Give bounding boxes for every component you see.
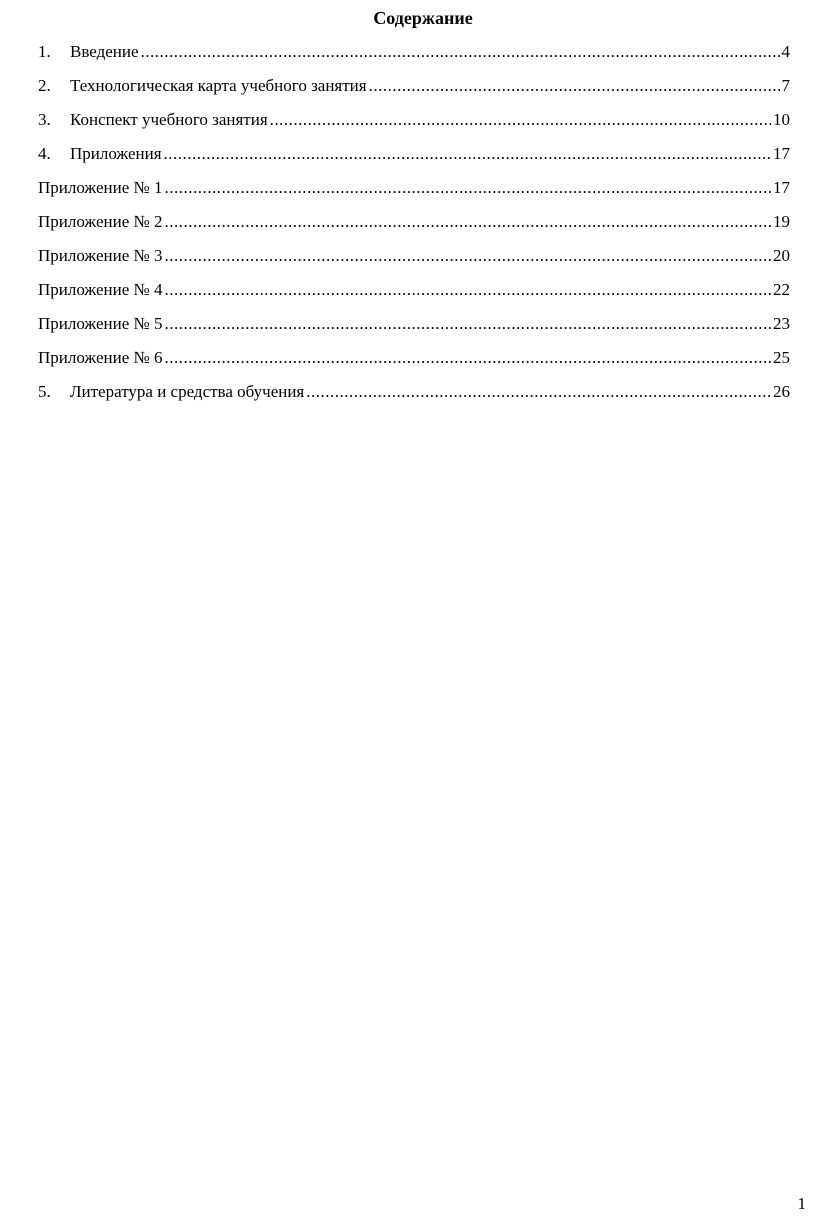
toc-entry-page: 20 — [773, 246, 790, 265]
toc-entry-page: 17 — [773, 178, 790, 197]
toc-entry-page: 22 — [773, 280, 790, 299]
page-title: Содержание — [373, 8, 473, 28]
toc-entry-title: Приложение № 4 — [38, 280, 163, 299]
page-number: 1 — [797, 1194, 806, 1213]
toc-entry-page: 23 — [773, 314, 790, 333]
toc-entry-title: Приложение № 1 — [38, 178, 163, 197]
toc-entry-tech-map[interactable] — [38, 74, 790, 108]
toc-entry-number: 4. — [38, 144, 51, 163]
toc-dot-leader — [164, 210, 771, 234]
toc-entry-number: 3. — [38, 110, 51, 129]
toc-entry-title: Введение — [70, 42, 139, 61]
toc-dot-leader — [164, 176, 771, 200]
toc-entry-number: 2. — [38, 76, 51, 95]
toc-entry-appendix-2[interactable] — [38, 210, 790, 244]
toc-entry-introduction[interactable] — [38, 40, 790, 74]
toc-entry-page: 10 — [773, 110, 790, 129]
toc-entry-appendix-3[interactable] — [38, 244, 790, 278]
toc-entry-page: 4 — [781, 42, 790, 61]
toc-entry-title: Конспект учебного занятия — [70, 110, 268, 129]
toc-entry-page: 26 — [773, 382, 790, 401]
toc-entry-page: 25 — [773, 348, 790, 367]
toc-dot-leader — [164, 346, 771, 370]
toc-entry-appendix-1[interactable] — [38, 176, 790, 210]
toc-dot-leader — [141, 40, 780, 64]
toc-dot-leader — [164, 278, 771, 302]
toc-entry-appendix-5[interactable] — [38, 312, 790, 346]
toc-entry-appendix-4[interactable] — [38, 278, 790, 312]
toc-entry-appendix-6[interactable] — [38, 346, 790, 380]
toc-entry-number: 1. — [38, 42, 51, 61]
toc-entry-title: Приложение № 3 — [38, 246, 163, 265]
toc-entry-literature[interactable] — [38, 380, 790, 414]
toc-entry-appendices[interactable] — [38, 142, 790, 176]
toc-entry-lesson-notes[interactable] — [38, 108, 790, 142]
toc-entry-title: Приложение № 5 — [38, 314, 163, 333]
toc-entry-number: 5. — [38, 382, 51, 401]
toc-entry-title: Приложения — [70, 144, 162, 163]
table-of-contents — [38, 40, 790, 414]
toc-entry-title: Технологическая карта учебного занятия — [70, 76, 367, 95]
toc-dot-leader — [164, 142, 771, 166]
toc-dot-leader — [369, 74, 780, 98]
toc-dot-leader — [270, 108, 771, 132]
toc-dot-leader — [164, 312, 771, 336]
toc-entry-page: 7 — [781, 76, 790, 95]
toc-dot-leader — [306, 380, 771, 404]
toc-entry-title: Приложение № 2 — [38, 212, 163, 231]
toc-dot-leader — [164, 244, 771, 268]
toc-entry-title: Приложение № 6 — [38, 348, 163, 367]
toc-entry-page: 17 — [773, 144, 790, 163]
toc-entry-title: Литература и средства обучения — [70, 382, 305, 401]
toc-entry-page: 19 — [773, 212, 790, 231]
